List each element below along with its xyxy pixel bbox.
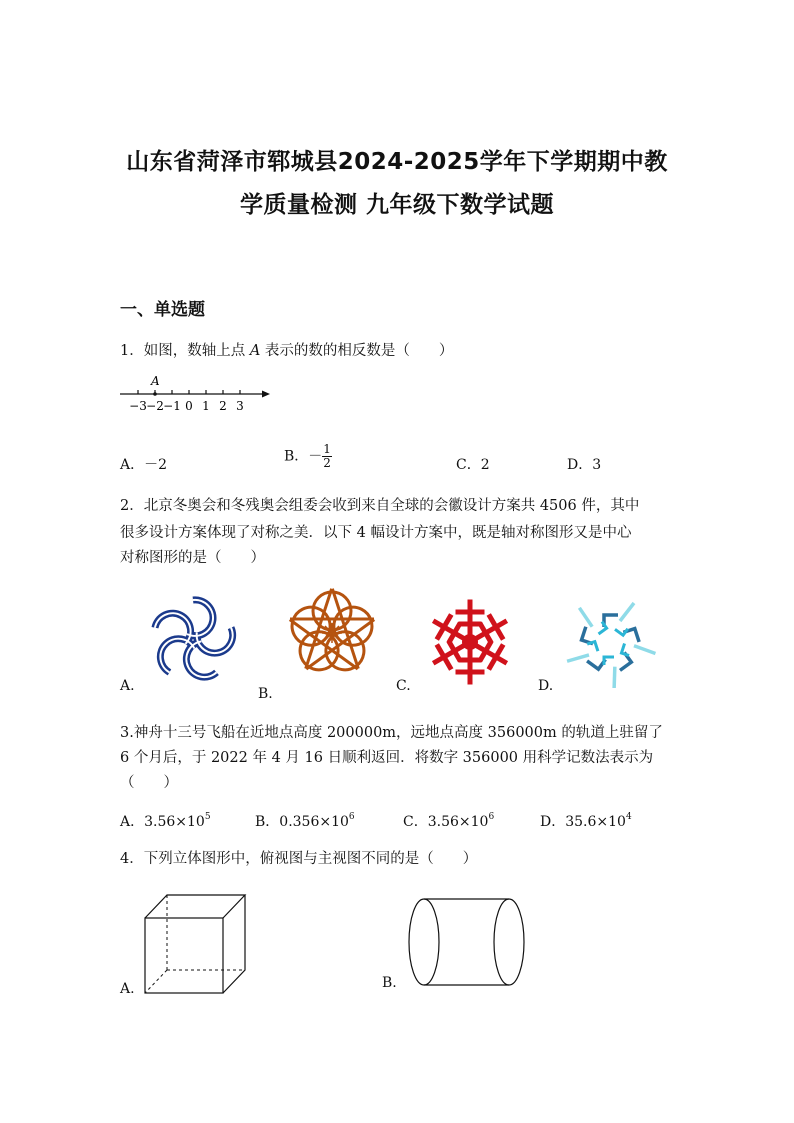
flower-star-icon[interactable] [282,583,382,683]
q2-option-d-label: D. [538,678,554,694]
question-2-line-3: 对称图形的是（ ） [120,550,265,566]
q1-option-d[interactable]: D．3 [567,457,602,473]
q2-option-a-label: A. [120,678,135,694]
q1-option-a[interactable]: A．－2 [120,457,168,473]
q1-option-b[interactable]: B．－ $\frac{1}{2}$ [284,442,331,470]
snowflake-icon[interactable] [422,596,518,688]
point-a-marker [153,392,157,396]
number-line-tick-label: 3 [236,399,244,413]
cube-icon[interactable] [140,890,252,998]
q3-option-d[interactable]: D．$35.6\times 10^4$ [540,812,632,830]
interlocking-rings-icon[interactable] [143,590,243,690]
question-3-line-2: 6 个月后，于 2022 年 4 月 16 日顺利返回．将数字 356000 用科学记数法表示为 [120,750,654,766]
q1-option-c[interactable]: C．2 [456,457,490,473]
section-heading: 一、单选题 [120,300,205,320]
cylinder-icon[interactable] [403,893,531,991]
question-3-line-1: 3.神舟十三号飞船在近地点高度 200000m，远地点高度 356000m 的轨道上驻留了 [120,725,663,741]
question-4-text: 4．下列立体图形中，俯视图与主视图不同的是（ ） [120,851,478,867]
q3-option-b[interactable]: B．$0.356\times 10^6$ [255,812,355,830]
axis-point-label: A [151,374,160,388]
question-2-line-1: 2．北京冬奥会和冬残奥会组委会收到来自全球的会徽设计方案共 4506 件，其中 [120,498,640,514]
number-line-tick-label: −2 [146,399,164,413]
q4-option-a-label: A. [120,981,135,997]
number-line-tick-label: −1 [163,399,181,413]
number-line-tick-label: 1 [202,399,210,413]
q3-option-c[interactable]: C．$3.56\times 10^6$ [403,812,495,830]
q3-option-a[interactable]: A．$3.56\times 10^5$ [120,812,211,830]
question-1-text: 1．如图，数轴上点 A 表示的数的相反数是（ ） [120,343,454,359]
q2-option-b-label: B. [258,686,273,702]
q4-option-b-label: B. [382,975,397,991]
pinwheel-icon[interactable] [562,598,658,688]
number-line-tick-label: 2 [219,399,227,413]
page-title-line-1: 山东省菏泽市郓城县2024-2025学年下学期期中教 [126,149,668,175]
number-line-tick-label: 0 [185,399,193,413]
q2-option-c-label: C. [396,678,411,694]
question-3-line-3: （ ） [120,775,178,791]
question-2-line-2: 很多设计方案体现了对称之美．以下 4 幅设计方案中，既是轴对称图形又是中心 [120,525,632,541]
number-line-tick-label: −3 [129,399,147,413]
number-line-figure [118,372,278,414]
page-title-line-2: 学质量检测 九年级下数学试题 [239,192,554,218]
